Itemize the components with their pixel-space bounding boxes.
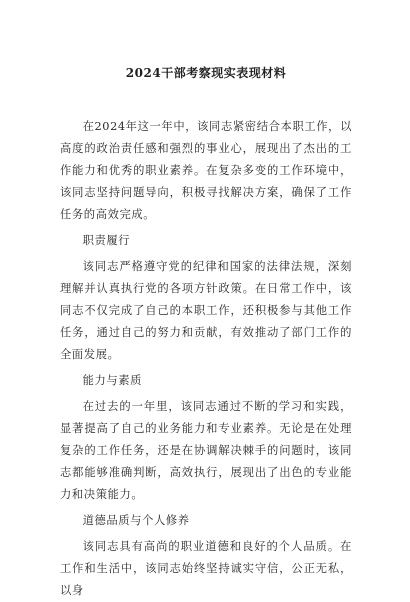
paragraph-ability: 在过去的一年里，该同志通过不断的学习和实践，显著提高了自己的业务能力和专业素养。无论是在处理复杂的工作任务，还是在协调解决棘手的问题时，该同志都能够准确判断，高效执行，展现出了出色的专业能力和决策能力。 xyxy=(60,400,352,501)
document-title: 2024干部考察现实表现材料 xyxy=(125,66,287,80)
section-heading-morality: 道德品质与个人修养 xyxy=(82,514,190,527)
paragraph-duties: 该同志严格遵守党的纪律和国家的法律法规，深刻理解并认真执行党的各项方针政策。在日常工作中，该同志不仅完成了自己的本职工作，还积极参与其他工作任务，通过自己的努力和贡献，有效推动了部门工作的全面发展。 xyxy=(60,260,352,361)
paragraph-intro: 在2024年这一年中，该同志紧密结合本职工作，以高度的政治责任感和强烈的事业心，展现出了杰出的工作能力和优秀的职业素养。在复杂多变的工作环境中，该同志坚持问题导向，积极寻找解决方案，确保了工作任务的高效完成。 xyxy=(60,120,352,221)
paragraph-morality: 该同志具有高尚的职业道德和良好的个人品质。在工作和生活中，该同志始终坚持诚实守信，公正无私，以身 xyxy=(60,540,352,597)
section-heading-duties: 职责履行 xyxy=(82,234,131,247)
section-heading-ability: 能力与素质 xyxy=(82,374,143,387)
